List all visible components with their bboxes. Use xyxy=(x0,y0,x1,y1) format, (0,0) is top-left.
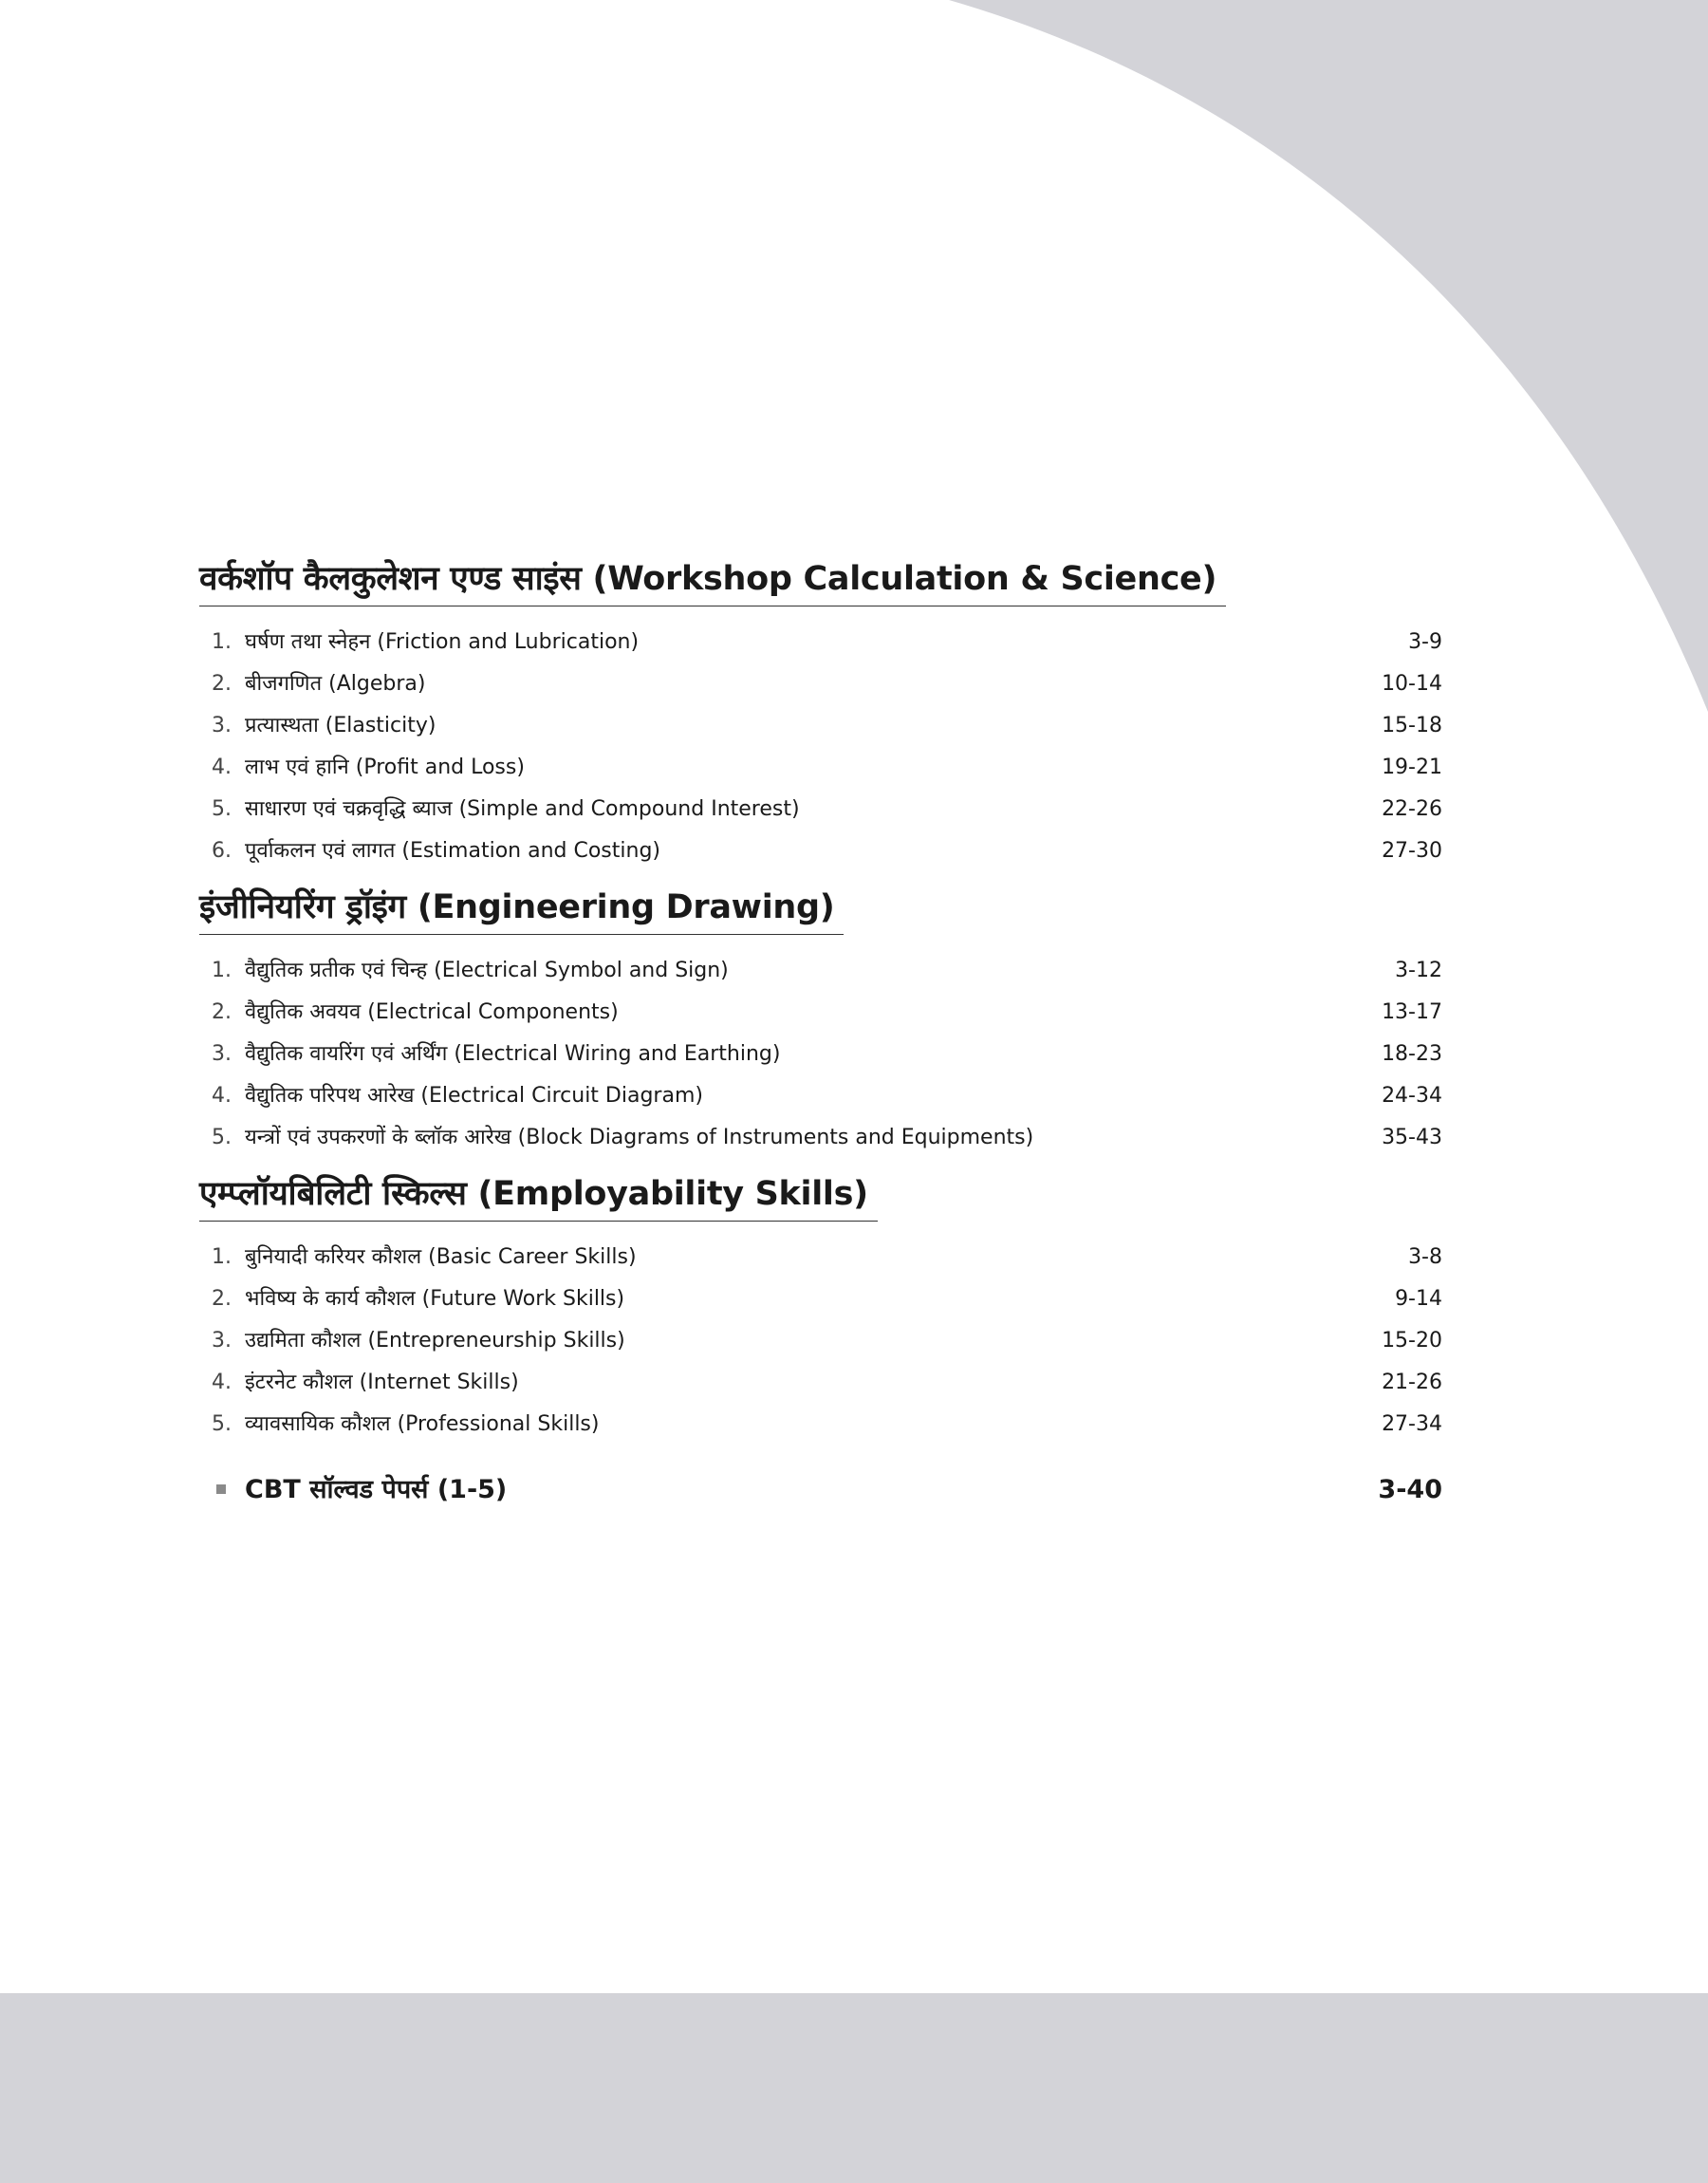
entry-number: 1. xyxy=(212,959,232,982)
entry-pages: 19-21 xyxy=(1382,756,1442,779)
entry-title: प्रत्यास्थता (Elasticity) xyxy=(245,714,436,737)
entry-title: व्यावसायिक कौशल (Professional Skills) xyxy=(245,1412,600,1436)
entry-title: बीजगणित (Algebra) xyxy=(245,672,426,696)
toc-entry[interactable] xyxy=(199,622,1442,663)
entry-pages: 15-20 xyxy=(1382,1329,1442,1353)
toc-entry[interactable] xyxy=(199,1237,1442,1278)
section-workshop-calculation xyxy=(199,555,1442,872)
entry-pages: 9-14 xyxy=(1395,1287,1442,1311)
square-bullet-icon xyxy=(216,1484,226,1494)
toc-entry[interactable] xyxy=(199,663,1442,705)
entry-title: घर्षण तथा स्नेहन (Friction and Lubrication) xyxy=(245,630,640,654)
entry-title: उद्यमिता कौशल (Entrepreneurship Skills) xyxy=(245,1329,625,1353)
entry-number: 3. xyxy=(212,714,232,737)
entry-number: 2. xyxy=(212,1000,232,1024)
toc-entry[interactable] xyxy=(199,1320,1442,1362)
entry-title: पूर्वाकलन एवं लागत (Estimation and Costing) xyxy=(245,839,660,863)
entry-title: भविष्य के कार्य कौशल (Future Work Skills) xyxy=(245,1287,625,1311)
entry-pages: 3-40 xyxy=(1378,1475,1442,1504)
entry-number: 2. xyxy=(212,1287,232,1311)
entry-number: 4. xyxy=(212,756,232,779)
entry-number: 1. xyxy=(212,630,232,654)
section-employability-skills xyxy=(199,1170,1442,1446)
entry-title: CBT सॉल्वड पेपर्स (1-5) xyxy=(245,1475,508,1504)
entry-number: 4. xyxy=(212,1371,232,1394)
entry-title: बुनियादी करियर कौशल (Basic Career Skills) xyxy=(245,1245,637,1269)
toc-entry[interactable] xyxy=(199,950,1442,992)
entry-title: साधारण एवं चक्रवृद्धि ब्याज (Simple and Compound Interest) xyxy=(245,797,800,821)
entry-number: 5. xyxy=(212,1126,232,1149)
entry-title: इंटरनेट कौशल (Internet Skills) xyxy=(245,1371,519,1394)
entry-number: 6. xyxy=(212,839,232,863)
toc-entry[interactable] xyxy=(199,1034,1442,1075)
entry-pages: 24-34 xyxy=(1382,1084,1442,1108)
section-title: एम्प्लॉयबिलिटी स्किल्स (Employability Skills) xyxy=(199,1170,878,1222)
entry-pages: 35-43 xyxy=(1382,1126,1442,1149)
entry-number: 1. xyxy=(212,1245,232,1269)
entry-title: वैद्युतिक परिपथ आरेख (Electrical Circuit Diagram) xyxy=(245,1084,703,1108)
section-title: वर्कशॉप कैलकुलेशन एण्ड साइंस (Workshop Calculation & Science) xyxy=(199,555,1226,606)
entry-title: यन्त्रों एवं उपकरणों के ब्लॉक आरेख (Block Diagrams of Instruments and Equipments) xyxy=(245,1126,1034,1149)
footer-band xyxy=(0,1993,1708,2183)
entry-pages: 10-14 xyxy=(1382,672,1442,696)
entry-pages: 21-26 xyxy=(1382,1371,1442,1394)
toc-entry[interactable] xyxy=(199,830,1442,872)
entry-pages: 18-23 xyxy=(1382,1042,1442,1066)
entry-pages: 27-34 xyxy=(1382,1412,1442,1436)
entry-title: वैद्युतिक प्रतीक एवं चिन्ह (Electrical Symbol and Sign) xyxy=(245,959,729,982)
toc-entry[interactable] xyxy=(199,1117,1442,1159)
entry-number: 3. xyxy=(212,1042,232,1066)
entry-number: 4. xyxy=(212,1084,232,1108)
entry-number: 2. xyxy=(212,672,232,696)
entry-pages: 15-18 xyxy=(1382,714,1442,737)
table-of-contents xyxy=(199,555,1442,1514)
entry-title: वैद्युतिक वायरिंग एवं अर्थिंग (Electrical Wiring and Earthing) xyxy=(245,1042,781,1066)
entry-pages: 3-12 xyxy=(1395,959,1442,982)
entry-title: लाभ एवं हानि (Profit and Loss) xyxy=(245,756,525,779)
toc-entry[interactable] xyxy=(199,992,1442,1034)
entry-pages: 13-17 xyxy=(1382,1000,1442,1024)
toc-entry[interactable] xyxy=(199,1278,1442,1320)
entry-pages: 27-30 xyxy=(1382,839,1442,863)
cbt-solved-papers-entry[interactable] xyxy=(199,1466,1442,1514)
entry-number: 5. xyxy=(212,1412,232,1436)
toc-entry[interactable] xyxy=(199,1404,1442,1446)
entry-pages: 22-26 xyxy=(1382,797,1442,821)
entry-number: 5. xyxy=(212,797,232,821)
entry-number: 3. xyxy=(212,1329,232,1353)
entry-pages: 3-9 xyxy=(1408,630,1442,654)
entry-pages: 3-8 xyxy=(1408,1245,1442,1269)
toc-entry[interactable] xyxy=(199,705,1442,747)
entry-title: वैद्युतिक अवयव (Electrical Components) xyxy=(245,1000,619,1024)
section-title: इंजीनियरिंग ड्रॉइंग (Engineering Drawing) xyxy=(199,884,844,935)
toc-entry[interactable] xyxy=(199,1075,1442,1117)
toc-entry[interactable] xyxy=(199,789,1442,830)
toc-entry[interactable] xyxy=(199,1362,1442,1404)
section-engineering-drawing xyxy=(199,884,1442,1159)
toc-entry[interactable] xyxy=(199,747,1442,789)
